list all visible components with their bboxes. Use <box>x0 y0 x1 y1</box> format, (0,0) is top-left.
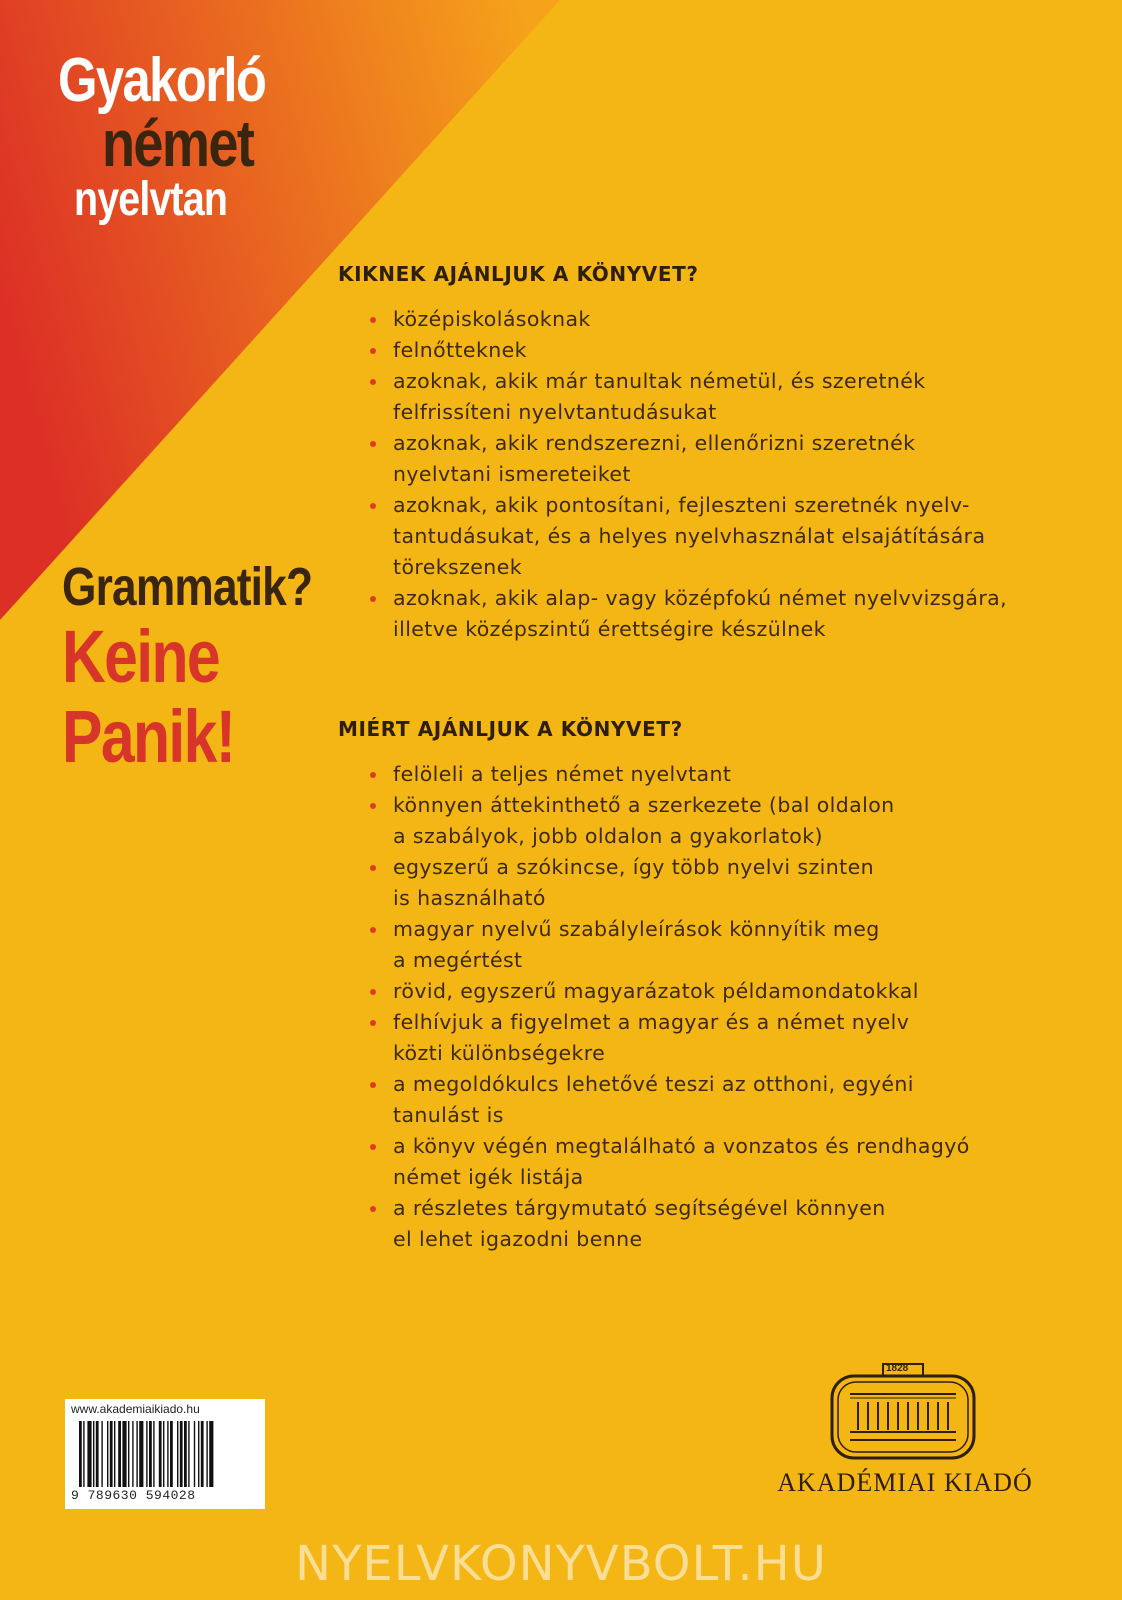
title-line-2: német <box>102 106 254 180</box>
list-item <box>338 790 1068 852</box>
list-item-line: törekszenek <box>393 555 522 579</box>
list-item <box>338 583 1068 645</box>
list-item <box>338 428 1068 490</box>
bullet-icon <box>370 379 376 385</box>
section-heading: KIKNEK AJÁNLJUK A KÖNYVET? <box>338 262 699 286</box>
bullet-icon <box>370 1082 376 1088</box>
list-item <box>338 1069 1068 1131</box>
founding-year: 1828 <box>886 1363 909 1374</box>
bullet-icon <box>370 803 376 809</box>
bullet-list <box>338 759 1068 1255</box>
list-item-line: a megértést <box>393 948 523 972</box>
list-item-line: azoknak, akik rendszerezni, ellenőrizni szeretnék <box>393 431 916 455</box>
book-title <box>58 46 311 226</box>
publisher-block <box>760 1362 1050 1502</box>
publisher-url: www.akademiaikiado.hu <box>71 1402 200 1416</box>
bullet-icon <box>370 1144 376 1150</box>
bullet-icon <box>370 1020 376 1026</box>
list-item-line: rövid, egyszerű magyarázatok példamondatokkal <box>393 979 919 1003</box>
list-item <box>338 759 1068 790</box>
slogan-question: Grammatik? <box>62 557 313 617</box>
list-item-line: felhívjuk a figyelmet a magyar és a német nyelv <box>393 1010 910 1034</box>
list-item <box>338 1007 1068 1069</box>
publisher-name: AKADÉMIAI KIADÓ <box>777 1468 1033 1497</box>
list-item <box>338 366 1068 428</box>
list-item <box>338 335 1068 366</box>
why-section <box>338 717 1068 1255</box>
list-item <box>338 1131 1068 1193</box>
slogan-answer-line-2: Panik! <box>62 695 235 778</box>
list-item-line: el lehet igazodni benne <box>393 1227 643 1251</box>
bullet-list <box>338 304 1068 645</box>
slogan <box>62 557 367 778</box>
title-line-3: nyelvtan <box>74 173 228 226</box>
bullet-icon <box>370 441 376 447</box>
list-item-line: német igék listája <box>393 1165 584 1189</box>
list-item-line: tanulást is <box>393 1103 504 1127</box>
list-item-line: könnyen áttekinthető a szerkezete (bal oldalon <box>393 793 895 817</box>
barcode-box <box>65 1399 265 1509</box>
list-item-line: azoknak, akik már tanultak németül, és szeretnék <box>393 369 926 393</box>
list-item <box>338 304 1068 335</box>
list-item-line: felöleli a teljes német nyelvtant <box>393 762 732 786</box>
list-item-line: is használható <box>393 886 546 910</box>
list-item-line: tantudásukat, és a helyes nyelvhasználat elsajátítására <box>393 524 986 548</box>
bullet-icon <box>370 989 376 995</box>
isbn-number: 9 789630 594028 <box>71 1488 196 1503</box>
list-item-line: azoknak, akik alap- vagy középfokú német nyelvvizsgára, <box>393 586 1008 610</box>
bullet-icon <box>370 596 376 602</box>
section-heading: MIÉRT AJÁNLJUK A KÖNYVET? <box>338 717 683 741</box>
academy-building-logo-icon <box>828 1362 978 1462</box>
list-item <box>338 852 1068 914</box>
barcode-icon <box>79 1421 255 1487</box>
bullet-icon <box>370 865 376 871</box>
list-item-line: felnőtteknek <box>393 338 527 362</box>
bullet-icon <box>370 1206 376 1212</box>
list-item-line: a szabályok, jobb oldalon a gyakorlatok) <box>393 824 823 848</box>
watermark: NYELVKONYVBOLT.HU <box>295 1536 827 1592</box>
list-item-line: a könyv végén megtalálható a vonzatos és rendhagyó <box>393 1134 970 1158</box>
title-line-1: Gyakorló <box>58 46 266 115</box>
list-item-line: illetve középszintű érettségire készülnek <box>393 617 826 641</box>
list-item-line: nyelvtani ismereteiket <box>393 462 631 486</box>
bullet-icon <box>370 348 376 354</box>
list-item-line: a megoldókulcs lehetővé teszi az otthoni, egyéni <box>393 1072 914 1096</box>
slogan-answer-line-1: Keine <box>62 615 220 698</box>
list-item-line: a részletes tárgymutató segítségével könnyen <box>393 1196 886 1220</box>
bullet-icon <box>370 503 376 509</box>
list-item <box>338 976 1068 1007</box>
bullet-icon <box>370 927 376 933</box>
for-whom-section <box>338 262 1068 645</box>
list-item-line: azoknak, akik pontosítani, fejleszteni szeretnék nyelv- <box>393 493 970 517</box>
bullet-icon <box>370 317 376 323</box>
list-item-line: egyszerű a szókincse, így több nyelvi szinten <box>393 855 874 879</box>
list-item-line: közti különbségekre <box>393 1041 606 1065</box>
list-item <box>338 914 1068 976</box>
bullet-icon <box>370 772 376 778</box>
list-item-line: középiskolásoknak <box>393 307 591 331</box>
list-item <box>338 1193 1068 1255</box>
list-item-line: felfrissíteni nyelvtantudásukat <box>393 400 717 424</box>
list-item-line: magyar nyelvű szabályleírások könnyítik meg <box>393 917 880 941</box>
list-item <box>338 490 1068 583</box>
